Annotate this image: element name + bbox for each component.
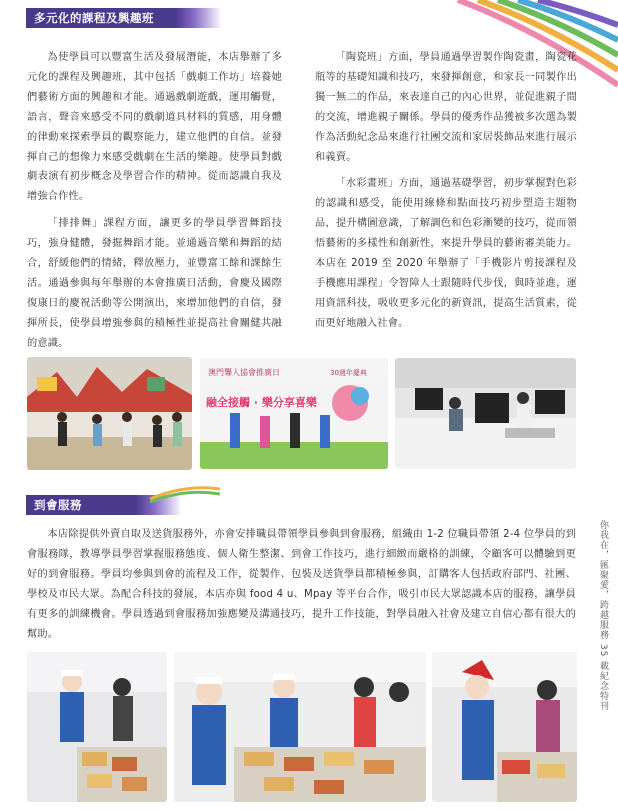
photo-line-dance-stage [200, 358, 388, 469]
banner-line-1: 澳門聾人協會推廣日 [208, 368, 280, 377]
right-column [315, 48, 577, 341]
section-title: 到會服務 [34, 498, 82, 512]
banner-line-3: 融全接觸 · 樂分享喜樂 [206, 396, 317, 409]
photo-drama-workshop [27, 357, 192, 470]
paragraph-catering: 本店除提供外賣自取及送貨服務外，亦會安排職員帶領學員參與到會服務，組織由 1-2 位職員帶領 2-4 位學員的到會服務隊，教導學員學習掌握服務態度、個人衛生整潔、到會工作技巧，進行細緻而嚴格的訓練，令顧客可以體驗到更好的到會服務。學員均參與到會的流程及工作，從製作、包裝及送貨學員都積極參與，訂購客人包括政府部門、社團、學校及市民大眾。為配合科技的發展，本店亦與 food 4 u、Mpay 等平台合作，吸引市民大眾認識本店的服務，讓學員有更多的訓練機會。學員透過到會服務加強應變及溝通技巧，提升工作技能，對學員融入社會及建立自信心都有很大的幫助。 [27, 529, 576, 640]
publication-side-note: 你我在，匯聚愛，跨越服務 35 載紀念特刊 [598, 520, 608, 712]
photo-computer-class [395, 358, 576, 469]
left-column [27, 48, 282, 361]
photo-catering-2 [174, 652, 426, 802]
paragraph-pottery: 「陶瓷班」方面，學員通過學習製作陶瓷畫，陶瓷花瓶等的基礎知識和技巧，來發揮創意，和家長一同製作出獨一無二的作品，來表達自己的內心世界，並促進親子間的交流，增進親子關係。學員的優秀作品獲被多次選為製作為活動紀念品來進行社團交流和家居裝飾品來進行展示和義賣。 [315, 52, 577, 163]
catering-description [27, 525, 576, 644]
section-heading-courses [26, 8, 176, 28]
photo-catering-1 [27, 652, 167, 802]
paragraph-drama: 為使學員可以豐富生活及發展潛能，本店舉辦了多元化的課程及興趣班，其中包括「戲劇工作坊」培養她們藝術方面的興趣和才能。通過戲劇遊戲，運用觸覺，語言，聲音來感受不同的戲劇道具材料的質感，用身體的律動來探索學員的觀察能力，建立他們的自信。並發揮自己的想像力來感受戲劇在生活的樂趣。使學員對戲劇表演有初步概念及學習合作的精神。從而認識自我及增強合作性。 [27, 52, 282, 203]
section-heading-catering [26, 495, 136, 515]
photo-catering-3 [432, 652, 577, 802]
banner-line-2: 30週年慶典 [330, 369, 367, 377]
paragraph-line-dance: 「排排舞」課程方面，讓更多的學員學習舞蹈技巧，強身健體，發掘舞蹈才能。並通過音樂和舞蹈的結合，舒緩他們的情緒，釋放壓力，並豐富工餘和課餘生活。通過參與每年舉辦的本會推廣日活動，會慶及國際復康日的慶祝活動等公開演出，來增加他們的自信，發揮所長，使學員增強參與的積極性並提高社會關健共融的意識。 [27, 218, 282, 349]
swoosh-decoration-small [150, 484, 220, 504]
section-title: 多元化的課程及興趣班 [34, 11, 154, 25]
paragraph-watercolor: 「水彩畫班」方面，通過基礎學習，初步掌握對色彩的認識和感受，能使用線條和點面技巧初步塑造主題物品，提升構圖意識，了解調色和色彩漸變的技巧，從而領悟藝術的多樣性和創新性，來提升學員的藝術審美能力。本店在 2019 至 2020 年舉辦了「手機影片剪接課程及手機應用課程」令智障人士跟隨時代步伐，與時並進，運用資訊科技，吸收更多元化的新資訊，提高生活質素，從而更好地融入社會。 [315, 178, 577, 329]
